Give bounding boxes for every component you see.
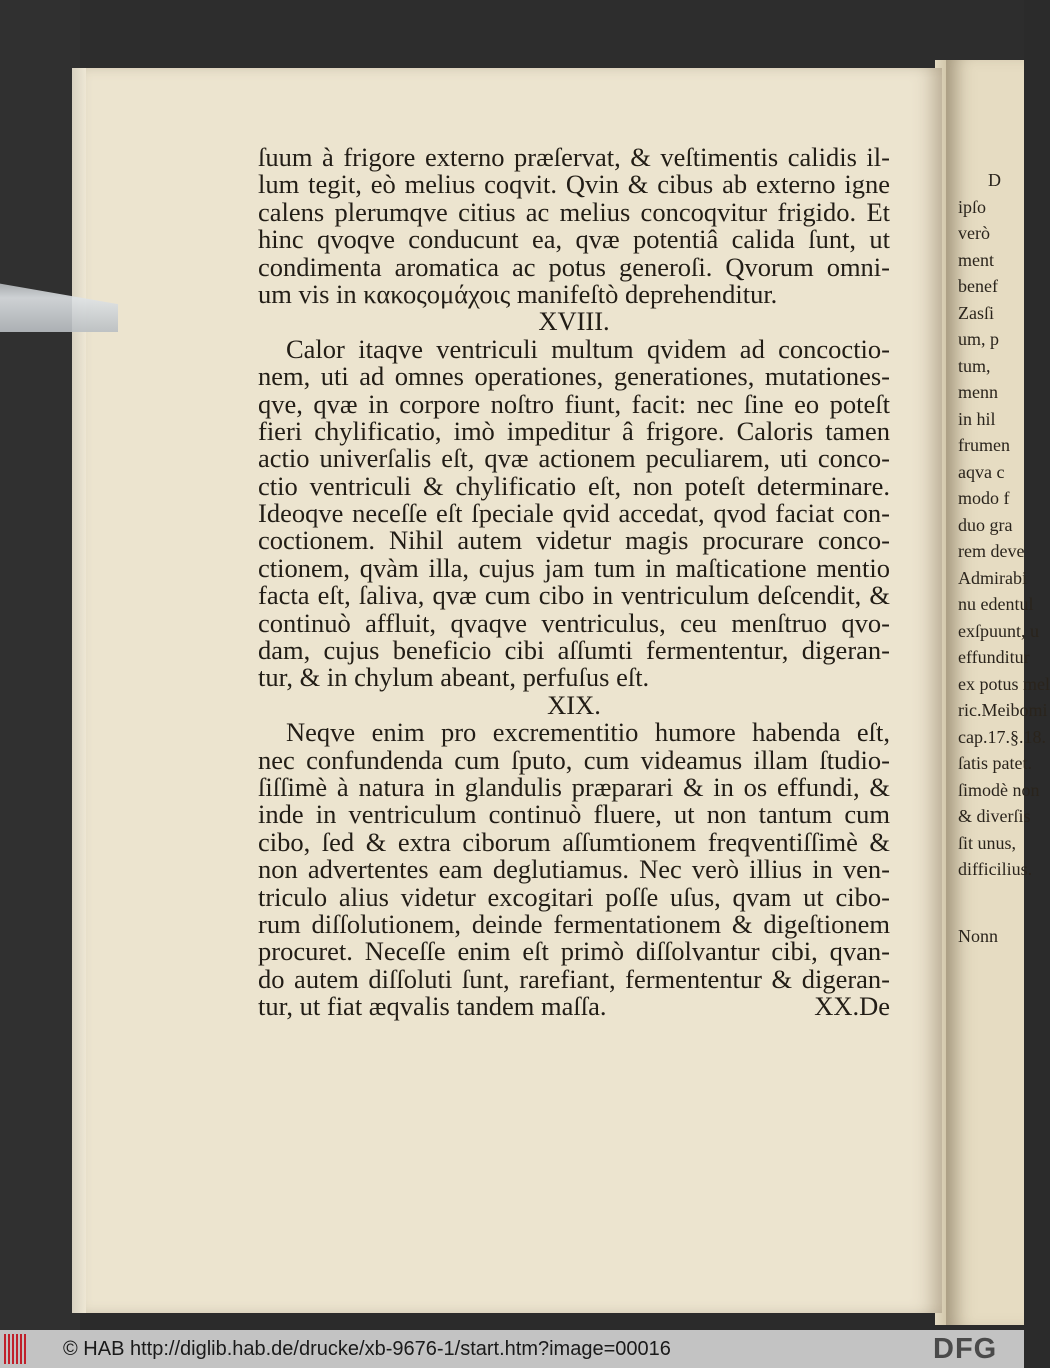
catchword: XX.De <box>814 991 890 1022</box>
section-heading: XIX. <box>547 689 601 720</box>
text-line: non advertentes eam deglutiamus. Nec verò illius in ven- <box>258 854 890 885</box>
text-line: um vis in κακοςομάχοις manifeſtò deprehenditur. <box>258 278 778 309</box>
scan-background-top <box>0 0 1024 70</box>
text-line: rum diſſolutionem, deinde fermentationem & digeſtionem <box>258 908 890 939</box>
facing-page-fragment: ſit unus, <box>958 832 1017 853</box>
facing-page-fragment: ric.Meibomi <box>958 700 1048 720</box>
facing-page <box>946 60 1050 1325</box>
copyright-url[interactable]: © HAB http://diglib.hab.de/drucke/xb-9676-1/start.htm?image=00016 <box>63 1338 671 1360</box>
text-line: lum tegit, eò melius coqvit. Qvin & cibus ab externo igne <box>258 169 890 200</box>
facing-page-fragment: difficilius. <box>958 859 1033 879</box>
facing-page-fragment: Nonn <box>958 925 998 946</box>
text-line: do autem diſſoluti ſunt, rarefiant, fermententur & digeran- <box>258 963 890 994</box>
facing-page-fragment: effunditur <box>958 647 1030 667</box>
facing-page-fragment: um, p <box>958 329 1000 349</box>
page-edge <box>72 68 86 1313</box>
facing-page-fragment: in hil <box>958 408 996 429</box>
text-line: calens plerumqve citius ac melius concoqvitur frigido. Et <box>258 196 890 227</box>
text-line: dam, cujus beneficio cibi aſſumti fermententur, digeran- <box>258 635 890 666</box>
text-line: qve, qvæ in corpore noſtro fiunt, facit: nec ſine eo poteſt <box>258 388 890 419</box>
facing-page-fragment: Admirabi <box>958 567 1027 588</box>
facing-page-fragment: benef <box>958 276 998 296</box>
facing-page-fragment: aqva c <box>958 461 1005 482</box>
facing-page-fragment: frumen <box>958 435 1010 455</box>
section-heading: XVIII. <box>538 306 610 337</box>
facing-page-fragment: rem deve <box>958 541 1025 561</box>
dfg-logo: DFG <box>933 1333 998 1365</box>
text-line: triculo alius videtur excogitari poſſe uſus, qvam ut cibo- <box>258 881 890 912</box>
text-line: condimenta aromatica ac potus generoſi. Qvorum omni- <box>258 251 890 282</box>
text-line: Calor itaqve ventriculi multum qvidem ad concoctio- <box>286 333 890 364</box>
text-line: cibo, ſed & extra ciborum aſſumtionem freqventiſſimè & <box>258 826 890 857</box>
facing-page-fragment: exſpuunt, u <box>958 620 1039 641</box>
facing-page-fragment: duo gra <box>958 514 1013 535</box>
text-line: tur, ut fiat æqvalis tandem maſſa. <box>258 991 607 1022</box>
text-line: hinc qvoqve conducunt ea, qvæ potentiâ calida ſunt, ut <box>258 224 890 255</box>
facing-page-fragment: modo f <box>958 488 1010 508</box>
text-line: coctionem. Nihil autem videtur magis procurare conco- <box>258 525 890 556</box>
footer-bar <box>0 1330 1024 1368</box>
page-text <box>258 144 890 1021</box>
text-line: fieri chylificatio, imò impeditur â frigore. Caloris tamen <box>258 415 890 446</box>
facing-page-fragment: ſimodè non <box>958 779 1040 800</box>
hab-logo-icon <box>4 1334 26 1364</box>
text-line: nec confundenda cum ſputo, cum videamus illam ſtudio- <box>258 744 890 775</box>
facing-page-fragment: menn <box>958 382 998 402</box>
text-line: facta eſt, ſaliva, qvæ cum cibo in ventriculum deſcendit, & <box>258 580 890 611</box>
facing-page-fragment: ex potus mel <box>958 673 1050 694</box>
text-line: Neqve enim pro excrementitio humore habenda eſt, <box>286 717 890 748</box>
text-line: continuò affluit, qvaqve ventriculus, ceu menſtruo qvo- <box>258 607 890 638</box>
facing-page-fragment: ipſo <box>958 196 987 217</box>
facing-page-fragment: & diverſis <box>958 806 1031 826</box>
facing-page-fragment: cap.17.§.18. <box>958 726 1046 747</box>
text-line: ctionem, qvàm illa, cujus jam tum in maſticatione mentio <box>258 552 890 583</box>
facing-page-fragment: nu edentul <box>958 594 1034 614</box>
facing-page-fragment: ſatis patet. <box>958 753 1032 773</box>
text-line: tur, & in chylum abeant, perfuſus eſt. <box>258 662 650 693</box>
text-line: Ideoqve neceſſe eſt ſpeciale qvid accedat, qvod faciat con- <box>258 498 890 529</box>
last-line <box>258 993 890 1020</box>
facing-page-fragment: verò <box>958 223 990 243</box>
text-line: inde in ventriculum continuò fluere, ut non tantum cum <box>258 799 890 830</box>
facing-page-fragment: tum, <box>958 355 991 376</box>
text-line: ſuum à frigore externo præſervat, & veſtimentis calidis il- <box>258 142 890 172</box>
text-line: procuret. Neceſſe enim eſt primò diſſolvantur cibi, qvan- <box>258 936 890 967</box>
text-line: ſiſſimè à natura in glandulis præparari & in os effundi, & <box>258 771 890 802</box>
facing-page-fragment: ment <box>958 249 994 270</box>
text-line: actio univerſalis eſt, qvæ actionem peculiarem, uti conco- <box>258 443 890 474</box>
scan-background-left <box>0 0 80 1330</box>
facing-page-fragment: Zasſi <box>958 302 994 323</box>
facing-page-fragment: D <box>988 170 1001 190</box>
text-line: nem, uti ad omnes operationes, generationes, mutationes- <box>258 361 890 392</box>
text-line: ctio ventriculi & chylificatio eſt, non poteſt determinare. <box>258 470 890 501</box>
